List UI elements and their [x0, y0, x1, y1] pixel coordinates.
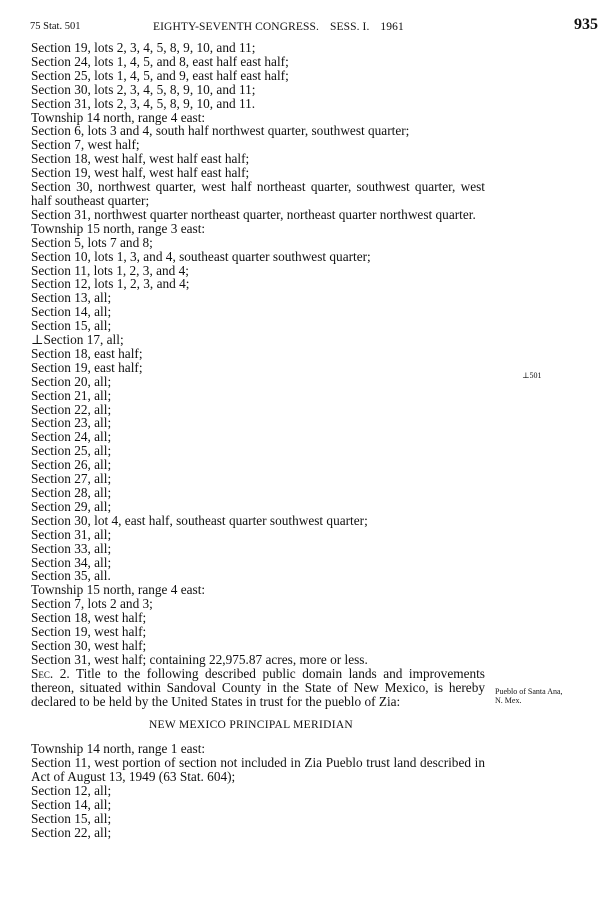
text-line: Section 11, west portion of section not included in Zia Pueblo trust land described in Act of August 13, 1949 (63 Stat. 604);	[31, 755, 485, 785]
text-line: Section 30, lots 2, 3, 4, 5, 8, 9, 10, and 11;	[31, 81, 256, 97]
text-line: Section 25, all;	[31, 443, 112, 459]
text-line: Section 26, all;	[31, 457, 112, 473]
text-line: Section 18, west half, west half east half;	[31, 151, 250, 167]
text-line: Section 31, all;	[31, 526, 112, 542]
text-line: Township 15 north, range 4 east:	[31, 582, 206, 598]
text-line: Section 22, all;	[31, 824, 112, 840]
text-line: Section 22, all;	[31, 401, 112, 417]
session-label: SESS. I.	[329, 21, 370, 33]
text-line: Section 7, west half;	[31, 137, 140, 153]
text-line: Section 23, all;	[31, 415, 112, 431]
text-line: Section 14, all;	[31, 304, 112, 320]
marginal-note-pueblo	[495, 687, 563, 705]
text-line: Section 29, all;	[31, 498, 112, 514]
text-line: Section 18, east half;	[31, 345, 143, 361]
text-line: Section 15, all;	[31, 810, 112, 826]
land-description-list	[17, 41, 485, 667]
text-line: Section 15, all;	[31, 318, 112, 334]
text-line: Township 14 north, range 4 east:	[31, 109, 206, 125]
text-line: Section 33, all;	[31, 540, 112, 556]
text-line: Section 28, all;	[31, 485, 112, 500]
text-line: Section 21, all;	[31, 387, 112, 403]
text-line: Section 30, west half;	[31, 637, 147, 653]
text-line: Section 11, lots 1, 2, 3, and 4;	[31, 262, 189, 278]
meridian-heading: NEW MEXICO PRINCIPAL MERIDIAN	[148, 718, 354, 731]
statute-text	[17, 41, 485, 840]
section-2-paragraph	[17, 667, 485, 709]
section-2-label: Sec. 2.	[31, 665, 70, 681]
text-line: Township 14 north, range 1 east:	[31, 741, 206, 757]
text-line: Section 30, lot 4, east half, southeast quarter southwest quarter;	[31, 512, 368, 528]
zia-land-description-list	[17, 742, 485, 839]
section-2-text: Title to the following described public domain lands and improvements thereon, situated within Sandoval County in the State of New Mexico, is hereby declared to be held by the United States in trust for the pueblo of Zia:	[31, 665, 485, 709]
session-year: 1961	[380, 21, 404, 33]
text-line: Section 5, lots 7 and 8;	[31, 234, 153, 250]
marginal-note-line: N. Mex.	[495, 696, 522, 705]
text-line: Section 31, west half; containing 22,975.87 acres, more or less.	[31, 651, 368, 667]
text-line: Section 19, west half;	[31, 624, 147, 640]
text-line: Section 12, lots 1, 2, 3, and 4;	[31, 276, 190, 292]
text-line: Section 24, all;	[31, 429, 112, 445]
text-line: Section 34, all;	[31, 554, 112, 570]
marginal-stat-reference: ⊥501	[522, 371, 542, 380]
text-line: Section 12, all;	[31, 783, 112, 799]
text-line: Section 27, all;	[31, 471, 112, 487]
page-header	[30, 16, 598, 36]
text-line: Section 30, northwest quarter, west half northeast quarter, southwest quarter, west half southeast quarter;	[31, 179, 485, 208]
text-line: ⊥Section 17, all;	[31, 332, 124, 348]
text-line: Section 7, lots 2 and 3;	[31, 596, 153, 612]
text-line: Section 24, lots 1, 4, 5, and 8, east half east half;	[31, 53, 289, 69]
marginal-note-line: Pueblo of Santa Ana,	[495, 687, 563, 696]
text-line: Section 25, lots 1, 4, 5, and 9, east half east half;	[31, 67, 289, 83]
text-line: Section 18, west half;	[31, 610, 147, 626]
text-line: Section 13, all;	[31, 290, 112, 306]
running-head	[153, 21, 404, 33]
text-line: Section 35, all.	[31, 568, 111, 584]
text-line: Section 19, east half;	[31, 359, 143, 375]
congress-title: EIGHTY-SEVENTH CONGRESS.	[153, 21, 319, 33]
text-line: Section 31, lots 2, 3, 4, 5, 8, 9, 10, and 11.	[31, 95, 256, 111]
text-line: Section 31, northwest quarter northeast quarter, northeast quarter northwest quarter.	[31, 206, 476, 222]
statute-citation: 75 Stat. 501	[30, 21, 81, 32]
text-line: Section 20, all;	[31, 373, 112, 389]
page-number: 935	[574, 16, 598, 33]
text-line: Township 15 north, range 3 east:	[31, 220, 206, 236]
text-line: Section 19, lots 2, 3, 4, 5, 8, 9, 10, and 11;	[31, 40, 256, 55]
text-line: Section 14, all;	[31, 797, 112, 813]
text-line: Section 10, lots 1, 3, and 4, southeast quarter southwest quarter;	[31, 248, 371, 264]
text-line: Section 19, west half, west half east half;	[31, 165, 250, 181]
text-line: Section 6, lots 3 and 4, south half northwest quarter, southwest quarter;	[31, 123, 410, 139]
